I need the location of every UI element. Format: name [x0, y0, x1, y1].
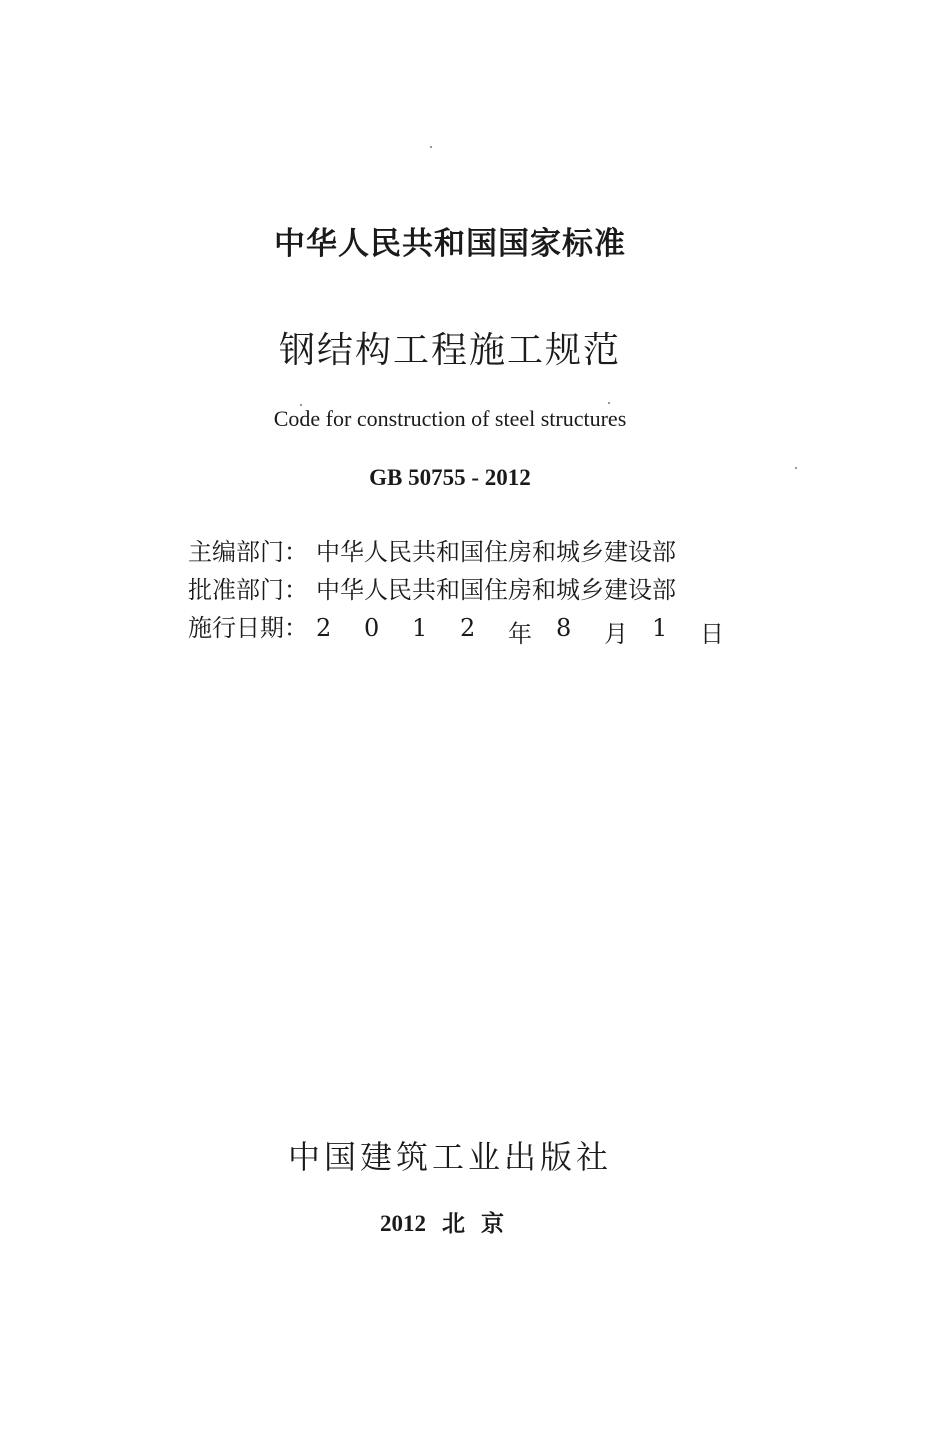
- scan-speck: [430, 146, 432, 148]
- publication-year: 2012: [380, 1211, 426, 1236]
- date-char: 年: [508, 620, 532, 648]
- chinese-title: 钢结构工程施工规范: [278, 330, 621, 371]
- editor-value: 中华人民共和国住房和城乡建设部: [316, 538, 676, 566]
- publication-city: 北京: [442, 1210, 520, 1237]
- english-title: Code for construction of steel structures: [273, 406, 627, 431]
- approver-value: 中华人民共和国住房和城乡建设部: [316, 576, 676, 604]
- publisher-name: 中国建筑工业出版社: [287, 1138, 612, 1176]
- date-char: 2: [460, 614, 476, 642]
- editor-row: [188, 532, 748, 570]
- effective-date-label: 施行日期：: [188, 614, 308, 642]
- standard-code-number: GB 50755 - 2012: [369, 465, 531, 490]
- date-char: 日: [700, 620, 724, 648]
- standard-type-heading: 中华人民共和国国家标准: [274, 226, 626, 262]
- approver-label: 批准部门：: [188, 576, 308, 604]
- publication-year-place: [0, 1205, 900, 1238]
- date-char: 8: [556, 614, 572, 642]
- issuance-info: [188, 532, 748, 646]
- date-char: 月: [604, 620, 628, 648]
- date-char: 1: [652, 614, 668, 642]
- date-char: 0: [364, 614, 380, 642]
- approver-row: [188, 570, 748, 608]
- date-char: 2: [316, 614, 332, 642]
- effective-date-value: [316, 614, 748, 649]
- date-char: 1: [412, 614, 428, 642]
- scan-speck: [608, 402, 610, 404]
- editor-label: 主编部门：: [188, 538, 308, 566]
- effective-date-row: [188, 608, 748, 646]
